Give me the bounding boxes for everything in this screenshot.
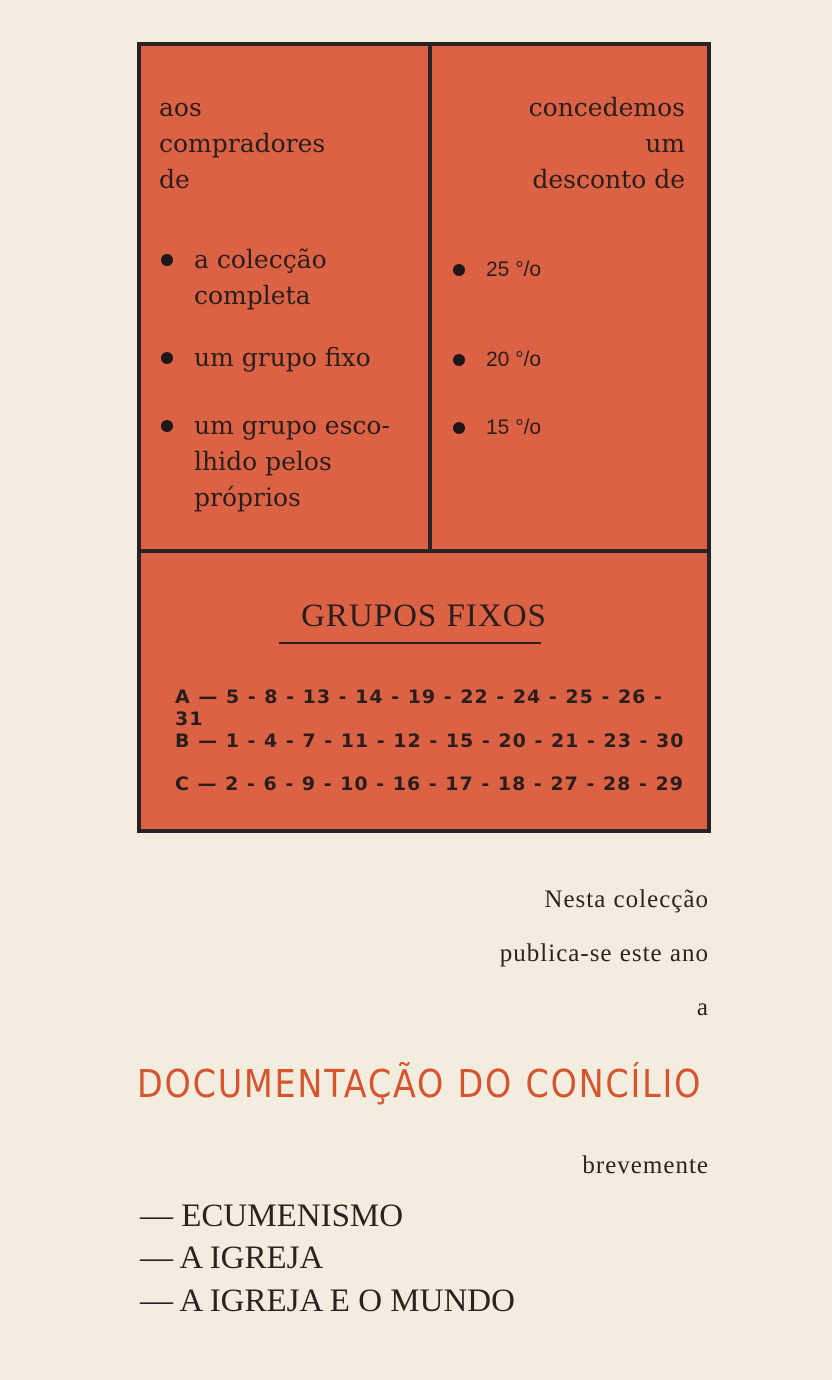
upcoming-item: — ECUMENISMO	[140, 1198, 404, 1234]
option-line: a colecção	[194, 245, 327, 274]
discount-20	[451, 342, 681, 378]
group-row-c: C — 2 - 6 - 9 - 10 - 16 - 17 - 18 - 27 - 28 - 29	[175, 773, 684, 795]
intro-line: Nesta colecção	[544, 886, 709, 913]
right-header-line: desconto de	[532, 165, 685, 194]
intro-line: a	[696, 994, 709, 1021]
option-line: próprios	[194, 483, 301, 512]
bullet-icon	[453, 354, 465, 366]
discount-value: 20 °/o	[486, 348, 542, 371]
group-row-b: B — 1 - 4 - 7 - 11 - 12 - 15 - 20 - 21 - 23 - 30	[175, 730, 685, 752]
column-divider	[428, 46, 432, 549]
bullet-icon	[161, 420, 173, 432]
bullet-icon	[453, 264, 465, 276]
upcoming-item: — A IGREJA	[140, 1240, 324, 1276]
right-header-line: um	[645, 129, 685, 158]
bullet-icon	[161, 352, 173, 364]
groups-title: GRUPOS FIXOS	[301, 598, 547, 634]
bullet-icon	[161, 254, 173, 266]
upcoming-item: — A IGREJA E O MUNDO	[140, 1283, 515, 1319]
right-header-line: concedemos	[528, 93, 685, 122]
discount-value: 15 °/o	[486, 416, 542, 439]
option-line: um grupo esco-	[194, 411, 390, 440]
left-column-header	[159, 90, 421, 198]
option-line: um grupo fixo	[194, 343, 371, 372]
option-line: lhido pelos	[194, 447, 332, 476]
group-row-a: A — 5 - 8 - 13 - 14 - 19 - 22 - 24 - 25 - 26 - 31	[175, 686, 663, 730]
discount-value: 25 °/o	[486, 258, 542, 281]
left-header-line: compradores	[159, 129, 326, 158]
bullet-icon	[453, 422, 465, 434]
buyer-option-chosen-group	[159, 408, 421, 516]
intro-line: publica-se este ano	[499, 940, 709, 967]
left-header-line: aos	[159, 93, 202, 122]
brevemente-label: brevemente	[582, 1152, 709, 1179]
discount-15	[451, 410, 681, 446]
left-header-line: de	[159, 165, 190, 194]
option-line: completa	[194, 281, 311, 310]
right-column-header	[437, 90, 685, 198]
row-divider	[141, 549, 707, 553]
buyer-option-complete	[159, 242, 421, 314]
groups-title-underline	[279, 642, 541, 644]
discount-25	[451, 252, 681, 288]
buyer-option-fixed-group	[159, 340, 421, 376]
headline: DOCUMENTAÇÃO DO CONCÍLIO	[137, 1062, 703, 1106]
discount-panel	[137, 42, 711, 833]
